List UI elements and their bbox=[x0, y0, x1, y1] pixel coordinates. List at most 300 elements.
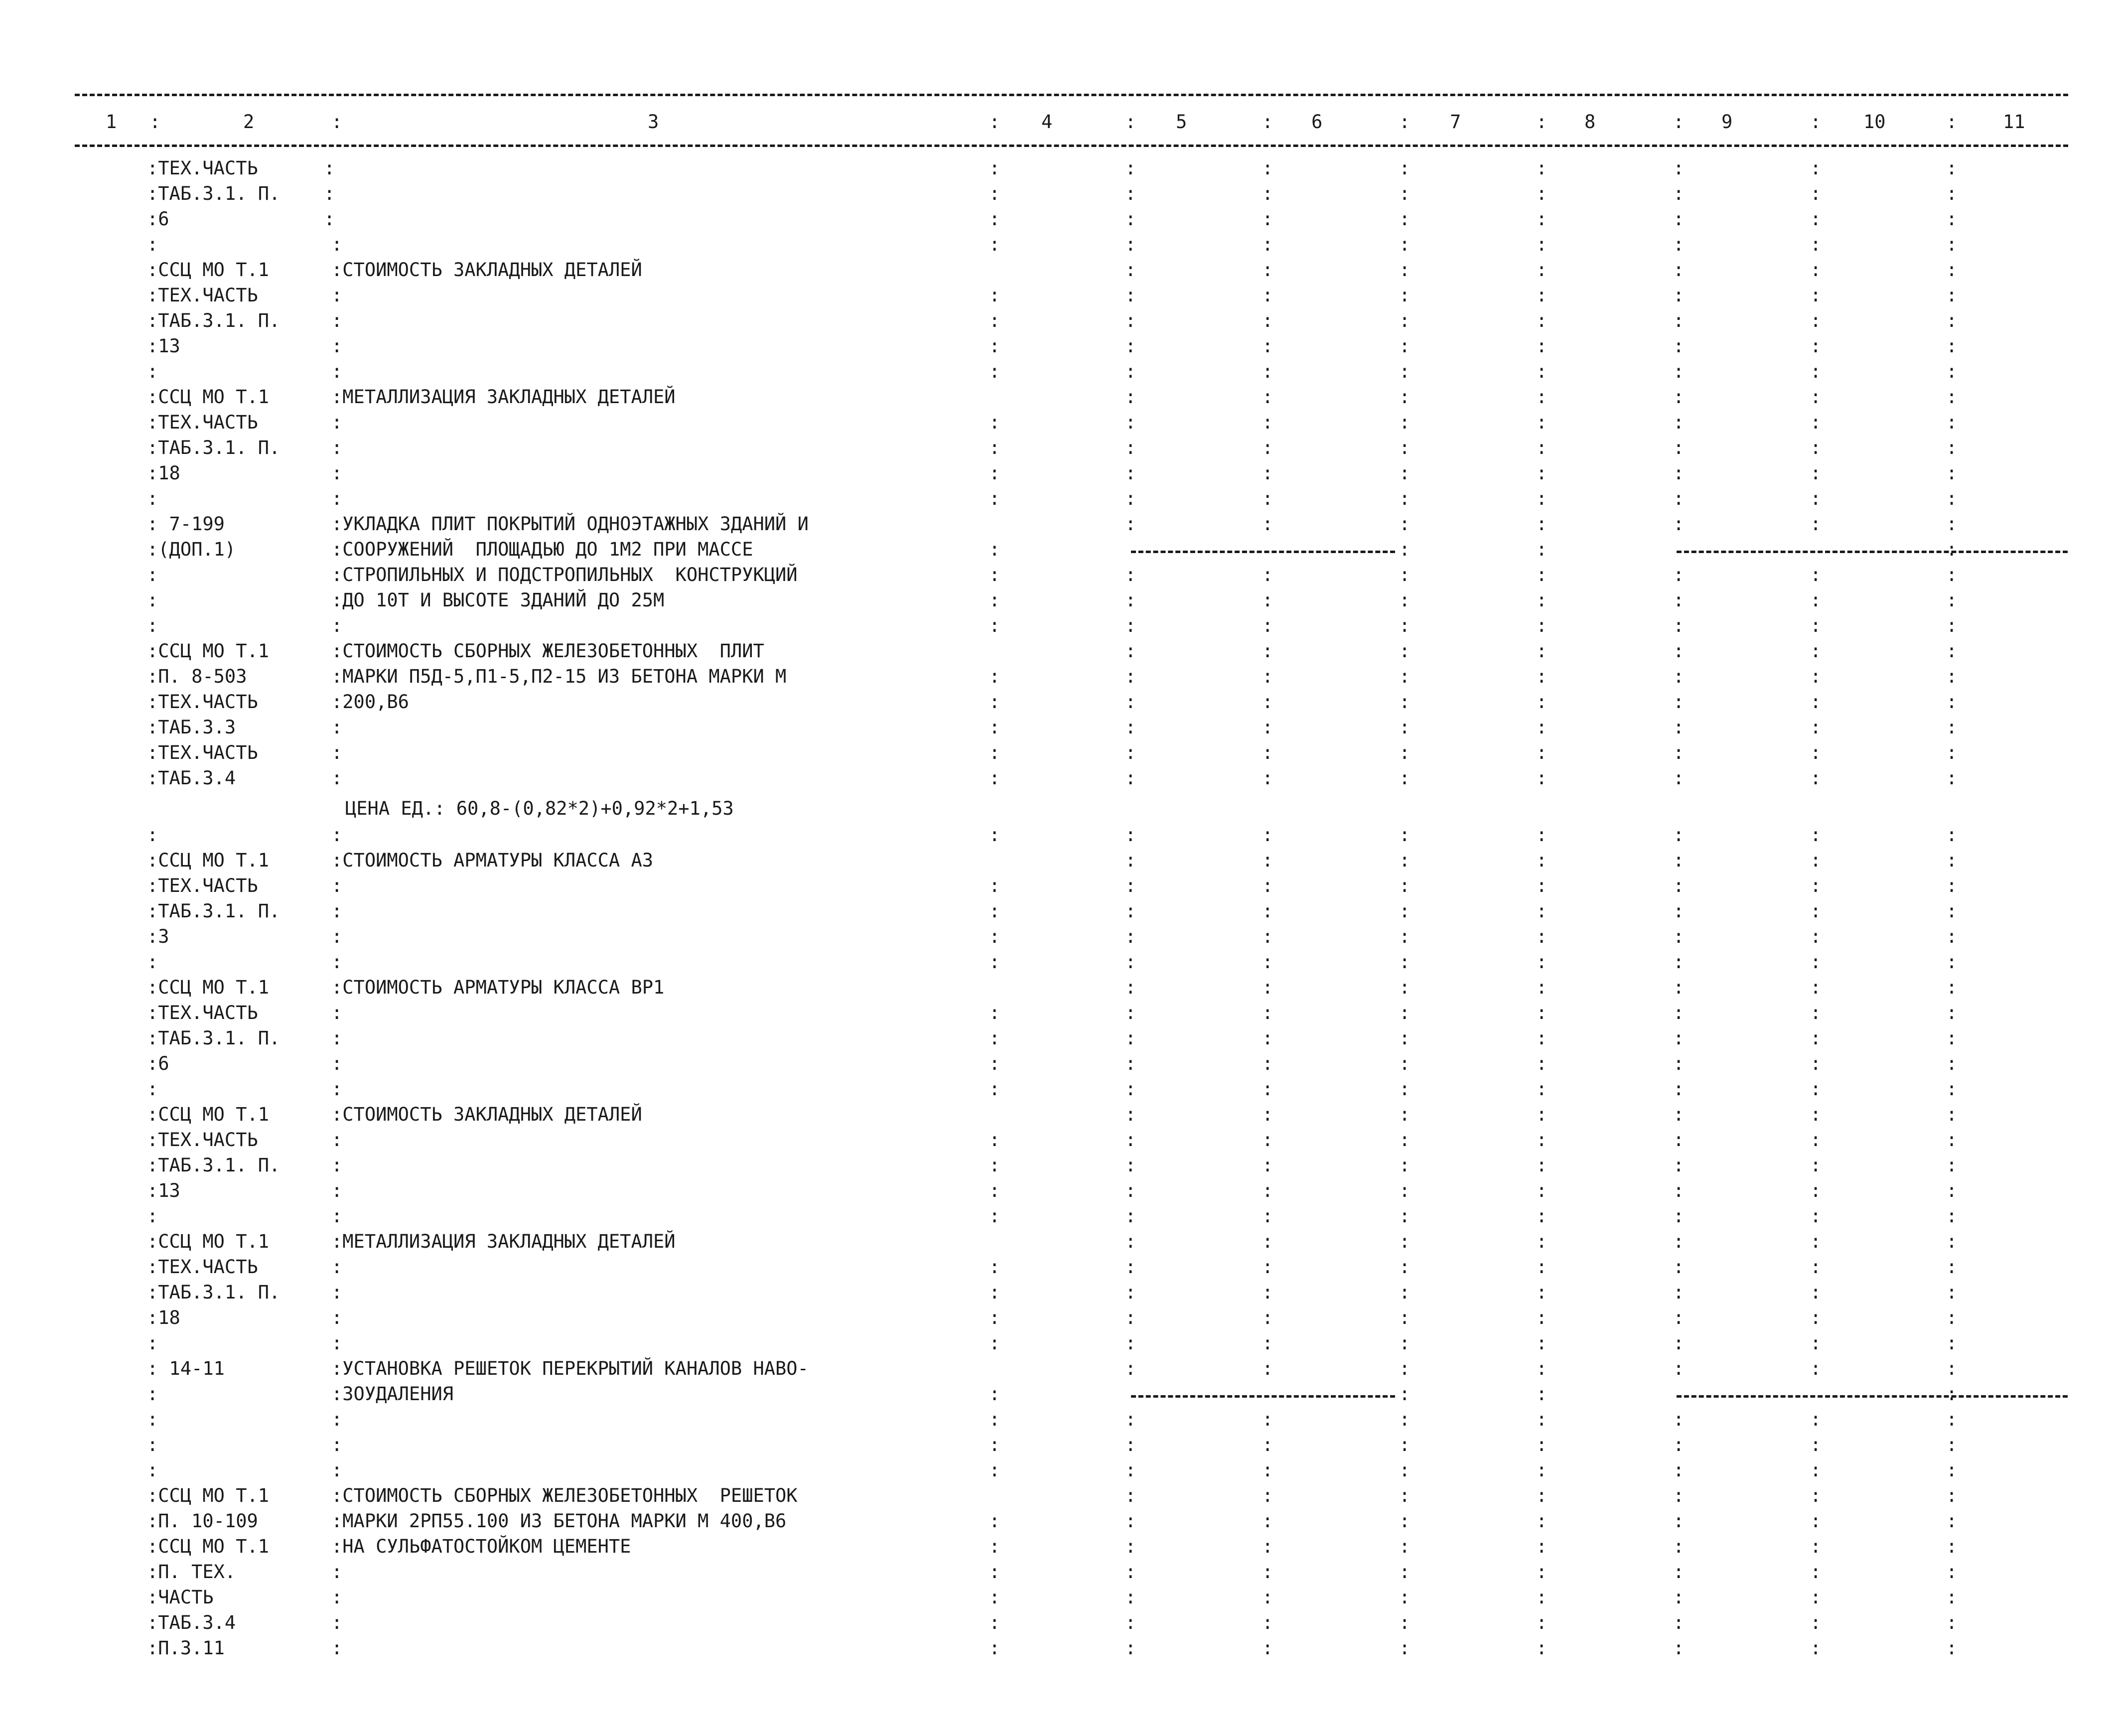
column-separator: : bbox=[147, 1459, 158, 1481]
item-code-line: :ТЕХ.ЧАСТЬ bbox=[147, 875, 258, 896]
column-separator: : bbox=[1262, 111, 1273, 133]
column-separator: : bbox=[1399, 1434, 1411, 1455]
column-separator: : bbox=[1810, 900, 1822, 922]
column-separator: : bbox=[1536, 1358, 1548, 1379]
column-separator: : bbox=[989, 1155, 1000, 1176]
item-code-line: :П. 10-109 bbox=[147, 1510, 258, 1532]
column-separator: : bbox=[1262, 1536, 1273, 1557]
column-separator: : bbox=[324, 157, 335, 179]
column-separator: : bbox=[1946, 1104, 1958, 1125]
column-separator: : bbox=[1536, 742, 1548, 763]
column-separator: : bbox=[1536, 1307, 1548, 1328]
column-separator: : bbox=[1810, 1637, 1822, 1659]
column-separator: : bbox=[1536, 1409, 1548, 1430]
column-separator: : bbox=[1262, 488, 1273, 509]
column-separator: : bbox=[331, 1459, 343, 1481]
column-separator: : bbox=[1673, 1587, 1685, 1608]
item-code-line: :ТЕХ.ЧАСТЬ bbox=[147, 1256, 258, 1278]
column-separator: : bbox=[1810, 183, 1822, 204]
column-separator: : bbox=[1536, 666, 1548, 687]
item-code-line: :6 bbox=[147, 1053, 169, 1074]
item-description-line: :СТОИМОСТЬ ЗАКЛАДНЫХ ДЕТАЛЕЙ bbox=[331, 1104, 642, 1125]
column-separator: : bbox=[1536, 1485, 1548, 1506]
column-separator: : bbox=[1536, 1282, 1548, 1303]
column-separator: : bbox=[989, 310, 1000, 331]
column-separator: : bbox=[1673, 1612, 1685, 1633]
column-separator: : bbox=[1125, 640, 1136, 662]
column-separator: : bbox=[1810, 951, 1822, 973]
column-separator: : bbox=[1810, 111, 1822, 133]
column-separator: : bbox=[1673, 412, 1685, 433]
column-separator: : bbox=[1946, 1205, 1958, 1227]
column-separator: : bbox=[989, 666, 1000, 687]
column-separator: : bbox=[989, 951, 1000, 973]
column-separator: : bbox=[1946, 285, 1958, 306]
column-separator: : bbox=[1946, 361, 1958, 382]
column-separator: : bbox=[1125, 875, 1136, 896]
column-separator: : bbox=[989, 539, 1000, 560]
column-separator: : bbox=[1536, 335, 1548, 357]
column-separator: : bbox=[1399, 717, 1411, 738]
column-separator: : bbox=[1262, 1027, 1273, 1049]
item-description-line: :СТОИМОСТЬ АРМАТУРЫ КЛАССА А3 bbox=[331, 850, 654, 871]
column-separator: : bbox=[1946, 1053, 1958, 1074]
column-number: 4 bbox=[1041, 111, 1053, 133]
column-separator: : bbox=[1673, 1637, 1685, 1659]
column-separator: : bbox=[989, 1612, 1000, 1633]
column-separator: : bbox=[1810, 412, 1822, 433]
column-separator: : bbox=[1536, 157, 1548, 179]
column-separator: : bbox=[1810, 564, 1822, 585]
subtotal-divider bbox=[1131, 551, 1395, 553]
column-separator: : bbox=[989, 1332, 1000, 1354]
column-separator: : bbox=[989, 361, 1000, 382]
column-separator: : bbox=[1810, 1180, 1822, 1201]
column-separator: : bbox=[1399, 564, 1411, 585]
column-separator: : bbox=[1946, 437, 1958, 458]
column-separator: : bbox=[1536, 875, 1548, 896]
column-separator: : bbox=[1125, 666, 1136, 687]
column-separator: : bbox=[331, 824, 343, 846]
subtotal-divider bbox=[1131, 1395, 1395, 1398]
item-description-line: :ДО 10Т И ВЫСОТЕ ЗДАНИЙ ДО 25М bbox=[331, 589, 665, 611]
column-separator: : bbox=[1125, 285, 1136, 306]
column-separator: : bbox=[1262, 234, 1273, 255]
item-description-line: :СТОИМОСТЬ ЗАКЛАДНЫХ ДЕТАЛЕЙ bbox=[331, 259, 642, 281]
column-separator: : bbox=[1399, 615, 1411, 636]
column-separator: : bbox=[1125, 208, 1136, 230]
column-separator: : bbox=[1810, 824, 1822, 846]
column-separator: : bbox=[331, 1205, 343, 1227]
column-separator: : bbox=[1810, 742, 1822, 763]
column-separator: : bbox=[331, 1180, 343, 1201]
item-code-line: :18 bbox=[147, 1307, 180, 1328]
column-separator: : bbox=[1810, 361, 1822, 382]
column-separator: : bbox=[147, 1078, 158, 1100]
column-separator: : bbox=[1946, 1612, 1958, 1633]
column-separator: : bbox=[1399, 157, 1411, 179]
column-separator: : bbox=[1262, 1510, 1273, 1532]
column-separator: : bbox=[331, 111, 343, 133]
column-separator: : bbox=[1673, 951, 1685, 973]
column-separator: : bbox=[1125, 1104, 1136, 1125]
column-separator: : bbox=[1946, 1587, 1958, 1608]
column-separator: : bbox=[1810, 462, 1822, 484]
item-description-line: :СТРОПИЛЬНЫХ И ПОДСТРОПИЛЬНЫХ КОНСТРУКЦИЙ bbox=[331, 564, 798, 585]
column-separator: : bbox=[1399, 691, 1411, 713]
column-separator: : bbox=[331, 1002, 343, 1023]
column-separator: : bbox=[1399, 111, 1411, 133]
column-separator: : bbox=[1536, 951, 1548, 973]
column-separator: : bbox=[1262, 157, 1273, 179]
column-separator: : bbox=[1946, 1510, 1958, 1532]
column-separator: : bbox=[1946, 1637, 1958, 1659]
column-separator: : bbox=[1125, 589, 1136, 611]
column-separator: : bbox=[1262, 615, 1273, 636]
column-separator: : bbox=[1399, 412, 1411, 433]
column-separator: : bbox=[331, 1587, 343, 1608]
column-separator: : bbox=[1399, 1027, 1411, 1049]
column-separator: : bbox=[1262, 824, 1273, 846]
column-separator: : bbox=[1536, 1053, 1548, 1074]
column-separator: : bbox=[1946, 824, 1958, 846]
item-code-line: :ССЦ МО Т.1 bbox=[147, 1536, 270, 1557]
column-separator: : bbox=[1673, 1231, 1685, 1252]
column-separator: : bbox=[1536, 900, 1548, 922]
column-separator: : bbox=[1262, 767, 1273, 789]
column-separator: : bbox=[1125, 1332, 1136, 1354]
column-number: 5 bbox=[1176, 111, 1187, 133]
column-separator: : bbox=[989, 412, 1000, 433]
item-description-line: :УКЛАДКА ПЛИТ ПОКРЫТИЙ ОДНОЭТАЖНЫХ ЗДАНИЙ И bbox=[331, 513, 809, 535]
column-separator: : bbox=[1399, 361, 1411, 382]
column-separator: : bbox=[1673, 1256, 1685, 1278]
column-separator: : bbox=[1810, 1434, 1822, 1455]
column-separator: : bbox=[1125, 1612, 1136, 1633]
item-code-line: :ТАБ.3.1. П. bbox=[147, 1155, 281, 1176]
column-separator: : bbox=[989, 234, 1000, 255]
column-separator: : bbox=[1946, 691, 1958, 713]
column-separator: : bbox=[1399, 1256, 1411, 1278]
column-separator: : bbox=[1810, 1332, 1822, 1354]
column-separator: : bbox=[1810, 926, 1822, 947]
column-separator: : bbox=[1399, 539, 1411, 560]
column-separator: : bbox=[1399, 742, 1411, 763]
column-separator: : bbox=[331, 1409, 343, 1430]
column-separator: : bbox=[1262, 1231, 1273, 1252]
column-separator: : bbox=[1399, 1510, 1411, 1532]
column-separator: : bbox=[1536, 285, 1548, 306]
column-separator: : bbox=[1399, 234, 1411, 255]
column-separator: : bbox=[989, 285, 1000, 306]
item-code-line: :ССЦ МО Т.1 bbox=[147, 640, 270, 662]
column-separator: : bbox=[1399, 850, 1411, 871]
column-separator: : bbox=[1125, 335, 1136, 357]
column-separator: : bbox=[1125, 234, 1136, 255]
column-separator: : bbox=[1125, 1129, 1136, 1151]
column-separator: : bbox=[1125, 1307, 1136, 1328]
column-separator: : bbox=[1536, 691, 1548, 713]
column-separator: : bbox=[1946, 462, 1958, 484]
column-separator: : bbox=[1810, 1587, 1822, 1608]
column-separator: : bbox=[989, 183, 1000, 204]
column-separator: : bbox=[1262, 285, 1273, 306]
column-separator: : bbox=[1536, 111, 1548, 133]
column-separator: : bbox=[147, 589, 158, 611]
column-separator: : bbox=[989, 488, 1000, 509]
column-separator: : bbox=[1673, 462, 1685, 484]
column-separator: : bbox=[1262, 335, 1273, 357]
column-separator: : bbox=[324, 208, 335, 230]
column-separator: : bbox=[1399, 1231, 1411, 1252]
column-separator: : bbox=[1399, 183, 1411, 204]
column-separator: : bbox=[1399, 1205, 1411, 1227]
item-code-line: :6 bbox=[147, 208, 169, 230]
item-code-line: :ТАБ.3.1. П. bbox=[147, 437, 281, 458]
column-separator: : bbox=[1673, 157, 1685, 179]
column-separator: : bbox=[1810, 1205, 1822, 1227]
column-separator: : bbox=[1673, 1282, 1685, 1303]
column-separator: : bbox=[1536, 361, 1548, 382]
column-number: 7 bbox=[1450, 111, 1461, 133]
column-separator: : bbox=[331, 462, 343, 484]
column-separator: : bbox=[1125, 691, 1136, 713]
column-separator: : bbox=[1673, 488, 1685, 509]
column-number: 8 bbox=[1584, 111, 1596, 133]
column-separator: : bbox=[989, 1561, 1000, 1583]
column-separator: : bbox=[331, 1637, 343, 1659]
column-separator: : bbox=[1399, 1536, 1411, 1557]
column-separator: : bbox=[1125, 310, 1136, 331]
column-separator: : bbox=[1946, 717, 1958, 738]
column-separator: : bbox=[1125, 1231, 1136, 1252]
column-separator: : bbox=[1399, 462, 1411, 484]
column-separator: : bbox=[1810, 1078, 1822, 1100]
column-separator: : bbox=[989, 824, 1000, 846]
item-code-line: :ТАБ.3.1. П. bbox=[147, 1027, 281, 1049]
column-separator: : bbox=[1125, 183, 1136, 204]
column-separator: : bbox=[1946, 335, 1958, 357]
column-separator: : bbox=[1399, 1002, 1411, 1023]
column-separator: : bbox=[1946, 640, 1958, 662]
column-separator: : bbox=[989, 589, 1000, 611]
column-separator: : bbox=[1399, 1358, 1411, 1379]
column-separator: : bbox=[147, 234, 158, 255]
item-code-line: :П.3.11 bbox=[147, 1637, 225, 1659]
column-separator: : bbox=[1125, 824, 1136, 846]
column-separator: : bbox=[1262, 1256, 1273, 1278]
column-separator: : bbox=[1673, 1485, 1685, 1506]
column-separator: : bbox=[1399, 1459, 1411, 1481]
item-description-line: :СТОИМОСТЬ АРМАТУРЫ КЛАССА ВР1 bbox=[331, 977, 665, 998]
column-separator: : bbox=[1673, 1155, 1685, 1176]
column-separator: : bbox=[1673, 1180, 1685, 1201]
column-separator: : bbox=[1262, 1205, 1273, 1227]
column-separator: : bbox=[1536, 386, 1548, 408]
column-separator: : bbox=[1262, 386, 1273, 408]
column-separator: : bbox=[1673, 875, 1685, 896]
column-separator: : bbox=[1810, 1536, 1822, 1557]
column-separator: : bbox=[1262, 717, 1273, 738]
column-separator: : bbox=[1262, 513, 1273, 535]
column-separator: : bbox=[1399, 767, 1411, 789]
column-separator: : bbox=[1262, 310, 1273, 331]
column-number: 1 bbox=[106, 111, 117, 133]
column-separator: : bbox=[1673, 386, 1685, 408]
column-separator: : bbox=[989, 208, 1000, 230]
item-code-line: :ТЕХ.ЧАСТЬ bbox=[147, 691, 258, 713]
column-separator: : bbox=[1946, 666, 1958, 687]
column-separator: : bbox=[1536, 1561, 1548, 1583]
item-description-line: :МАРКИ П5Д-5,П1-5,П2-15 ИЗ БЕТОНА МАРКИ М bbox=[331, 666, 787, 687]
column-separator: : bbox=[1946, 234, 1958, 255]
column-separator: : bbox=[1399, 1383, 1411, 1405]
column-separator: : bbox=[1810, 1510, 1822, 1532]
column-separator: : bbox=[1536, 589, 1548, 611]
column-separator: : bbox=[1262, 1053, 1273, 1074]
column-separator: : bbox=[331, 1332, 343, 1354]
column-separator: : bbox=[1262, 1612, 1273, 1633]
column-separator: : bbox=[1673, 1129, 1685, 1151]
column-separator: : bbox=[1262, 1459, 1273, 1481]
item-code-line: :ССЦ МО Т.1 bbox=[147, 386, 270, 408]
column-separator: : bbox=[1262, 361, 1273, 382]
column-separator: : bbox=[331, 742, 343, 763]
column-separator: : bbox=[1673, 361, 1685, 382]
column-separator: : bbox=[1399, 310, 1411, 331]
item-code-line: :ТЕХ.ЧАСТЬ bbox=[147, 1002, 258, 1023]
column-separator: : bbox=[1536, 1129, 1548, 1151]
column-separator: : bbox=[1399, 824, 1411, 846]
column-separator: : bbox=[1946, 1383, 1958, 1405]
column-separator: : bbox=[1536, 767, 1548, 789]
column-separator: : bbox=[1810, 488, 1822, 509]
column-separator: : bbox=[1536, 1383, 1548, 1405]
item-code-line: :13 bbox=[147, 335, 180, 357]
column-separator: : bbox=[1946, 310, 1958, 331]
column-separator: : bbox=[331, 900, 343, 922]
column-separator: : bbox=[1399, 1307, 1411, 1328]
column-separator: : bbox=[1125, 900, 1136, 922]
header-rule-top bbox=[75, 94, 2068, 96]
column-number: 3 bbox=[648, 111, 659, 133]
column-separator: : bbox=[1536, 717, 1548, 738]
column-separator: : bbox=[1946, 875, 1958, 896]
column-separator: : bbox=[1262, 1078, 1273, 1100]
column-separator: : bbox=[147, 1409, 158, 1430]
column-separator: : bbox=[331, 1561, 343, 1583]
column-separator: : bbox=[1536, 183, 1548, 204]
column-separator: : bbox=[331, 1434, 343, 1455]
column-separator: : bbox=[1810, 157, 1822, 179]
column-separator: : bbox=[1125, 564, 1136, 585]
column-separator: : bbox=[1946, 926, 1958, 947]
column-separator: : bbox=[1810, 1459, 1822, 1481]
item-code-line: :13 bbox=[147, 1180, 180, 1201]
column-separator: : bbox=[147, 564, 158, 585]
column-separator: : bbox=[1946, 1459, 1958, 1481]
column-separator: : bbox=[1262, 951, 1273, 973]
column-number: 11 bbox=[2003, 111, 2025, 133]
item-code-line: :3 bbox=[147, 926, 169, 947]
column-separator: : bbox=[1536, 1332, 1548, 1354]
column-separator: : bbox=[331, 1256, 343, 1278]
item-description-line: :СТОИМОСТЬ СБОРНЫХ ЖЕЛЕЗОБЕТОННЫХ ПЛИТ bbox=[331, 640, 764, 662]
column-separator: : bbox=[1262, 1332, 1273, 1354]
item-code-line: :П. ТЕХ. bbox=[147, 1561, 236, 1583]
column-separator: : bbox=[1262, 183, 1273, 204]
column-separator: : bbox=[1125, 977, 1136, 998]
column-separator: : bbox=[1536, 234, 1548, 255]
column-separator: : bbox=[1399, 437, 1411, 458]
item-code-line: :ССЦ МО Т.1 bbox=[147, 977, 270, 998]
column-separator: : bbox=[989, 691, 1000, 713]
column-separator: : bbox=[1262, 1637, 1273, 1659]
column-separator: : bbox=[1673, 615, 1685, 636]
column-separator: : bbox=[1810, 1358, 1822, 1379]
column-separator: : bbox=[1810, 1129, 1822, 1151]
column-separator: : bbox=[1536, 640, 1548, 662]
column-separator: : bbox=[1673, 234, 1685, 255]
column-separator: : bbox=[1536, 1612, 1548, 1633]
column-separator: : bbox=[1673, 767, 1685, 789]
column-separator: : bbox=[1673, 285, 1685, 306]
column-separator: : bbox=[989, 111, 1000, 133]
column-separator: : bbox=[989, 1536, 1000, 1557]
column-separator: : bbox=[1810, 977, 1822, 998]
column-separator: : bbox=[147, 1434, 158, 1455]
column-separator: : bbox=[1125, 742, 1136, 763]
column-separator: : bbox=[1810, 1282, 1822, 1303]
column-separator: : bbox=[1536, 977, 1548, 998]
column-separator: : bbox=[331, 926, 343, 947]
column-separator: : bbox=[1946, 1485, 1958, 1506]
column-separator: : bbox=[1810, 285, 1822, 306]
column-separator: : bbox=[1125, 412, 1136, 433]
column-separator: : bbox=[1536, 564, 1548, 585]
column-separator: : bbox=[1125, 1282, 1136, 1303]
column-separator: : bbox=[1125, 111, 1136, 133]
header-rule-bottom bbox=[75, 145, 2068, 147]
column-separator: : bbox=[147, 1332, 158, 1354]
column-separator: : bbox=[331, 1155, 343, 1176]
column-separator: : bbox=[1536, 1205, 1548, 1227]
item-code-line: :ТАБ.3.1. П. bbox=[147, 183, 281, 204]
item-code-line: :ЧАСТЬ bbox=[147, 1587, 214, 1608]
column-separator: : bbox=[331, 285, 343, 306]
column-separator: : bbox=[147, 824, 158, 846]
column-separator: : bbox=[1810, 1155, 1822, 1176]
column-separator: : bbox=[989, 1587, 1000, 1608]
column-separator: : bbox=[1262, 742, 1273, 763]
column-separator: : bbox=[324, 183, 335, 204]
column-separator: : bbox=[1536, 1078, 1548, 1100]
column-separator: : bbox=[1125, 1002, 1136, 1023]
column-separator: : bbox=[1125, 1358, 1136, 1379]
column-separator: : bbox=[1536, 850, 1548, 871]
column-separator: : bbox=[1673, 666, 1685, 687]
item-code-line: :ССЦ МО Т.1 bbox=[147, 1485, 270, 1506]
item-code-line: :ТАБ.3.4 bbox=[147, 1612, 236, 1633]
column-separator: : bbox=[1262, 1180, 1273, 1201]
column-separator: : bbox=[331, 767, 343, 789]
column-separator: : bbox=[1946, 1129, 1958, 1151]
column-separator: : bbox=[1262, 640, 1273, 662]
column-separator: : bbox=[1673, 513, 1685, 535]
column-separator: : bbox=[1946, 951, 1958, 973]
column-separator: : bbox=[1536, 1434, 1548, 1455]
column-separator: : bbox=[1125, 1180, 1136, 1201]
